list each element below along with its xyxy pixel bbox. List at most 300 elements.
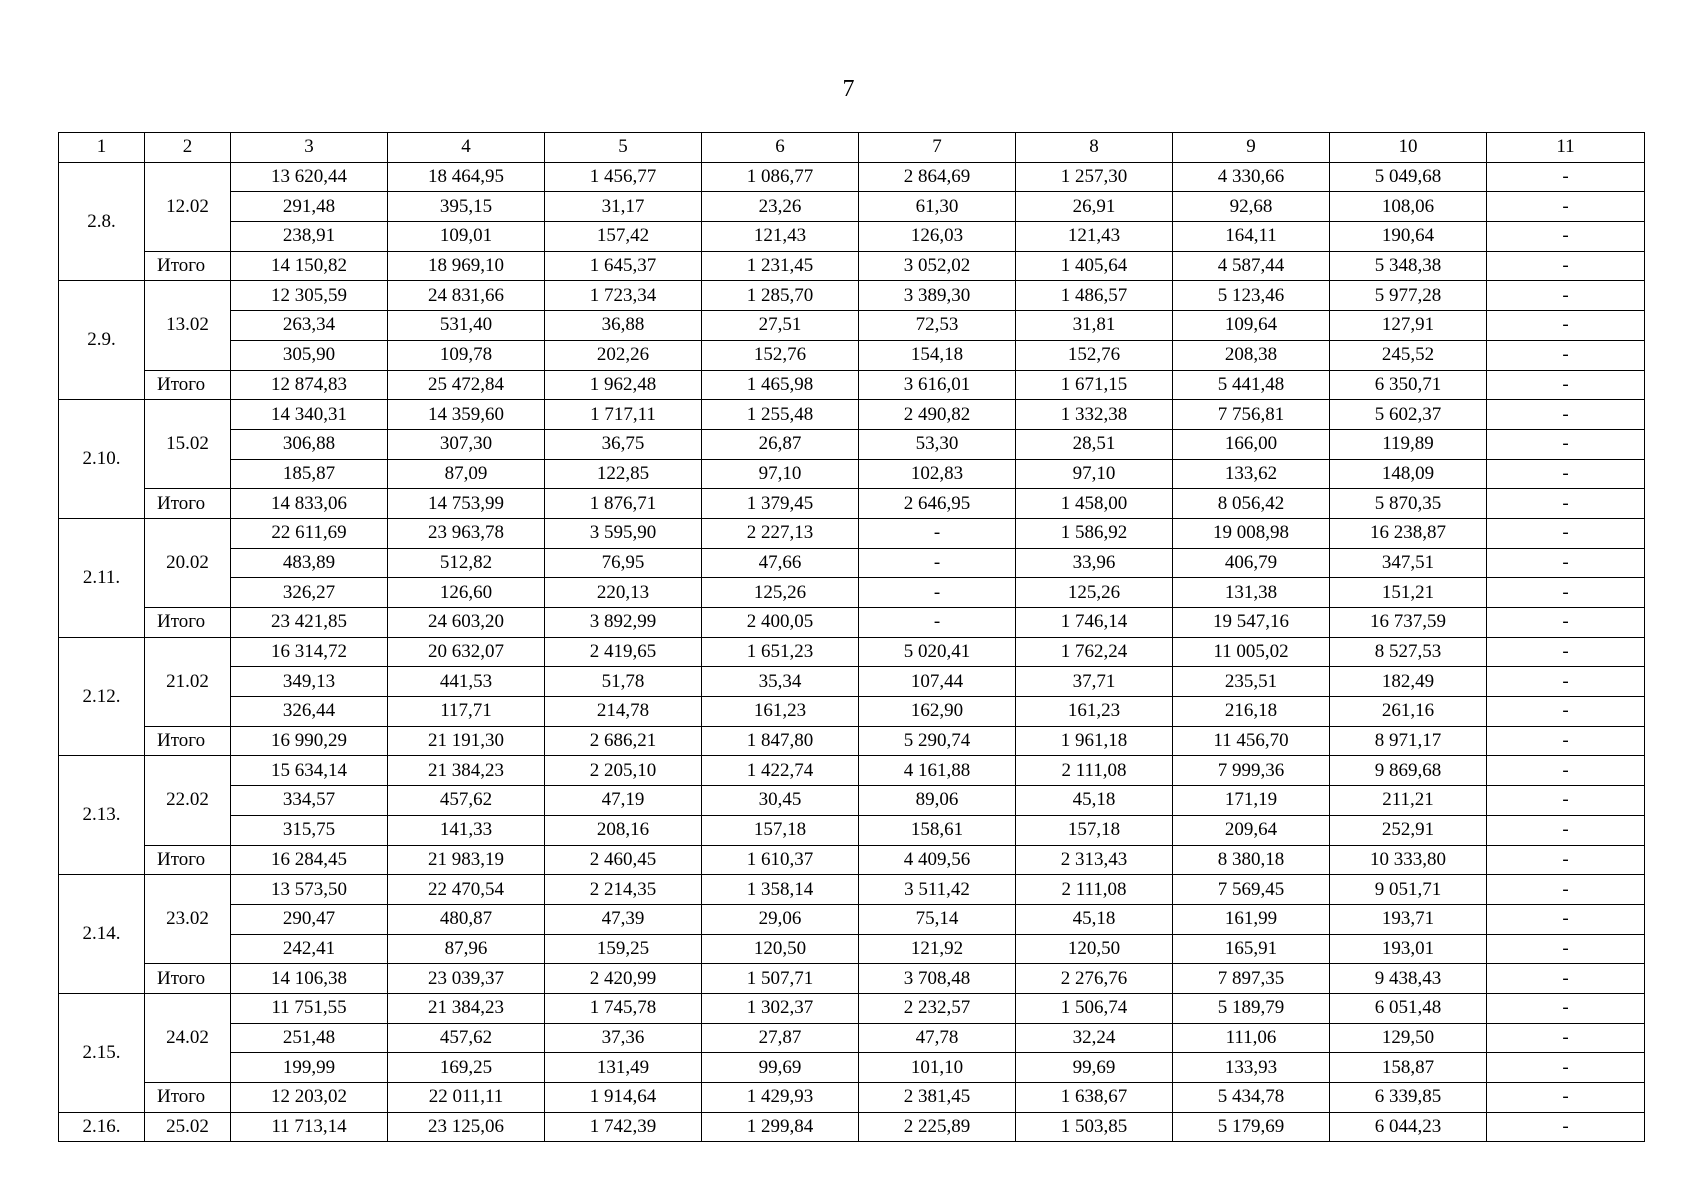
value-cell: 3 389,30 [859, 281, 1016, 311]
table-row [59, 697, 1645, 727]
value-cell: 27,87 [702, 1023, 859, 1053]
value-cell: 6 339,85 [1330, 1083, 1487, 1113]
value-cell: 235,51 [1173, 667, 1330, 697]
value-cell: - [1487, 281, 1645, 311]
value-cell: 1 503,85 [1016, 1112, 1173, 1142]
item-number-cell: 2.10. [59, 400, 145, 519]
value-cell: - [1487, 875, 1645, 905]
table-row [59, 875, 1645, 905]
value-cell: 483,89 [231, 548, 388, 578]
value-cell: 16 238,87 [1330, 518, 1487, 548]
value-cell: 457,62 [388, 1023, 545, 1053]
value-cell: 305,90 [231, 340, 388, 370]
value-cell: 171,19 [1173, 786, 1330, 816]
item-number-cell: 2.15. [59, 993, 145, 1112]
value-cell: 126,03 [859, 222, 1016, 252]
value-cell: - [1487, 429, 1645, 459]
value-cell: 2 232,57 [859, 993, 1016, 1023]
value-cell: - [1487, 964, 1645, 994]
value-cell: - [1487, 1083, 1645, 1113]
value-cell: 1 671,15 [1016, 370, 1173, 400]
table-row [59, 815, 1645, 845]
value-cell: 31,17 [545, 192, 702, 222]
table-row [59, 756, 1645, 786]
value-cell: 125,26 [1016, 578, 1173, 608]
value-cell: 23 039,37 [388, 964, 545, 994]
value-cell: 18 969,10 [388, 251, 545, 281]
value-cell: - [1487, 756, 1645, 786]
total-row [59, 726, 1645, 756]
column-header: 7 [859, 133, 1016, 163]
value-cell: 30,45 [702, 786, 859, 816]
date-code-cell: 15.02 [145, 400, 231, 489]
value-cell: 125,26 [702, 578, 859, 608]
value-cell: 1 876,71 [545, 489, 702, 519]
value-cell: 326,27 [231, 578, 388, 608]
value-cell: 1 762,24 [1016, 637, 1173, 667]
value-cell: 126,60 [388, 578, 545, 608]
value-cell: 1 847,80 [702, 726, 859, 756]
total-row [59, 370, 1645, 400]
value-cell: 1 231,45 [702, 251, 859, 281]
value-cell: 47,19 [545, 786, 702, 816]
value-cell: - [1487, 370, 1645, 400]
value-cell: 2 646,95 [859, 489, 1016, 519]
value-cell: 161,99 [1173, 904, 1330, 934]
value-cell: 51,78 [545, 667, 702, 697]
value-cell: - [1487, 993, 1645, 1023]
value-cell: 1 257,30 [1016, 162, 1173, 192]
item-number-cell: 2.11. [59, 518, 145, 637]
value-cell: 161,23 [702, 697, 859, 727]
value-cell: 3 052,02 [859, 251, 1016, 281]
column-header: 5 [545, 133, 702, 163]
value-cell: 1 507,71 [702, 964, 859, 994]
value-cell: 5 179,69 [1173, 1112, 1330, 1142]
table-row [59, 667, 1645, 697]
value-cell: 214,78 [545, 697, 702, 727]
header-row [59, 133, 1645, 163]
table-row [59, 400, 1645, 430]
value-cell: 6 051,48 [1330, 993, 1487, 1023]
value-cell: 11 005,02 [1173, 637, 1330, 667]
value-cell: 14 150,82 [231, 251, 388, 281]
value-cell: - [859, 548, 1016, 578]
item-number-cell: 2.14. [59, 875, 145, 994]
value-cell: 21 983,19 [388, 845, 545, 875]
value-cell: 5 434,78 [1173, 1083, 1330, 1113]
value-cell: 395,15 [388, 192, 545, 222]
value-cell: 2 225,89 [859, 1112, 1016, 1142]
value-cell: 21 384,23 [388, 993, 545, 1023]
value-cell: - [1487, 518, 1645, 548]
value-cell: 220,13 [545, 578, 702, 608]
value-cell: 1 302,37 [702, 993, 859, 1023]
value-cell: 99,69 [1016, 1053, 1173, 1083]
table-row [59, 637, 1645, 667]
item-number-cell: 2.13. [59, 756, 145, 875]
value-cell: 26,87 [702, 429, 859, 459]
item-number-cell: 2.16. [59, 1112, 145, 1142]
value-cell: 406,79 [1173, 548, 1330, 578]
value-cell: 133,62 [1173, 459, 1330, 489]
value-cell: - [1487, 251, 1645, 281]
value-cell: 209,64 [1173, 815, 1330, 845]
value-cell: 14 753,99 [388, 489, 545, 519]
value-cell: 2 313,43 [1016, 845, 1173, 875]
value-cell: 23,26 [702, 192, 859, 222]
value-cell: 45,18 [1016, 904, 1173, 934]
value-cell: 164,11 [1173, 222, 1330, 252]
value-cell: 9 438,43 [1330, 964, 1487, 994]
value-cell: 2 205,10 [545, 756, 702, 786]
value-cell: 4 409,56 [859, 845, 1016, 875]
value-cell: 1 405,64 [1016, 251, 1173, 281]
value-cell: 29,06 [702, 904, 859, 934]
value-cell: 75,14 [859, 904, 1016, 934]
value-cell: 252,91 [1330, 815, 1487, 845]
value-cell: 152,76 [1016, 340, 1173, 370]
total-label-cell: Итого [145, 726, 231, 756]
value-cell: 211,21 [1330, 786, 1487, 816]
value-cell: 3 511,42 [859, 875, 1016, 905]
value-cell: 1 422,74 [702, 756, 859, 786]
item-number-cell: 2.9. [59, 281, 145, 400]
value-cell: 1 610,37 [702, 845, 859, 875]
value-cell: 109,64 [1173, 311, 1330, 341]
value-cell: 72,53 [859, 311, 1016, 341]
value-cell: - [1487, 608, 1645, 638]
value-cell: 20 632,07 [388, 637, 545, 667]
value-cell: 5 290,74 [859, 726, 1016, 756]
value-cell: 161,23 [1016, 697, 1173, 727]
value-cell: 1 914,64 [545, 1083, 702, 1113]
value-cell: 1 255,48 [702, 400, 859, 430]
value-cell: 157,18 [1016, 815, 1173, 845]
value-cell: 2 400,05 [702, 608, 859, 638]
value-cell: 182,49 [1330, 667, 1487, 697]
value-cell: 307,30 [388, 429, 545, 459]
table-row [59, 192, 1645, 222]
value-cell: 2 111,08 [1016, 875, 1173, 905]
value-cell: - [1487, 815, 1645, 845]
table-row [59, 548, 1645, 578]
value-cell: 117,71 [388, 697, 545, 727]
value-cell: 3 595,90 [545, 518, 702, 548]
value-cell: 5 123,46 [1173, 281, 1330, 311]
date-code-cell: 25.02 [145, 1112, 231, 1142]
value-cell: 11 456,70 [1173, 726, 1330, 756]
value-cell: 4 587,44 [1173, 251, 1330, 281]
value-cell: 8 971,17 [1330, 726, 1487, 756]
value-cell: 131,38 [1173, 578, 1330, 608]
value-cell: - [1487, 192, 1645, 222]
value-cell: 1 961,18 [1016, 726, 1173, 756]
value-cell: 101,10 [859, 1053, 1016, 1083]
value-cell: - [1487, 904, 1645, 934]
value-cell: 23 421,85 [231, 608, 388, 638]
value-cell: 5 977,28 [1330, 281, 1487, 311]
value-cell: - [1487, 311, 1645, 341]
value-cell: 19 547,16 [1173, 608, 1330, 638]
value-cell: 11 751,55 [231, 993, 388, 1023]
value-cell: 97,10 [1016, 459, 1173, 489]
column-header: 2 [145, 133, 231, 163]
value-cell: 480,87 [388, 904, 545, 934]
value-cell: 111,06 [1173, 1023, 1330, 1053]
value-cell: 2 460,45 [545, 845, 702, 875]
value-cell: 23 963,78 [388, 518, 545, 548]
value-cell: 251,48 [231, 1023, 388, 1053]
value-cell: 14 340,31 [231, 400, 388, 430]
value-cell: 107,44 [859, 667, 1016, 697]
date-code-cell: 23.02 [145, 875, 231, 964]
value-cell: 16 990,29 [231, 726, 388, 756]
value-cell: 8 056,42 [1173, 489, 1330, 519]
value-cell: 2 419,65 [545, 637, 702, 667]
value-cell: 157,42 [545, 222, 702, 252]
table-row [59, 459, 1645, 489]
value-cell: 349,13 [231, 667, 388, 697]
value-cell: 193,71 [1330, 904, 1487, 934]
value-cell: 4 330,66 [1173, 162, 1330, 192]
value-cell: 121,43 [1016, 222, 1173, 252]
value-cell: 131,49 [545, 1053, 702, 1083]
value-cell: - [1487, 726, 1645, 756]
value-cell: 2 111,08 [1016, 756, 1173, 786]
value-cell: - [1487, 578, 1645, 608]
column-header: 3 [231, 133, 388, 163]
value-cell: 87,96 [388, 934, 545, 964]
column-header: 4 [388, 133, 545, 163]
value-cell: 5 020,41 [859, 637, 1016, 667]
value-cell: 199,99 [231, 1053, 388, 1083]
value-cell: 1 746,14 [1016, 608, 1173, 638]
value-cell: 2 276,76 [1016, 964, 1173, 994]
total-label-cell: Итого [145, 251, 231, 281]
value-cell: 61,30 [859, 192, 1016, 222]
value-cell: 127,91 [1330, 311, 1487, 341]
value-cell: 133,93 [1173, 1053, 1330, 1083]
value-cell: 291,48 [231, 192, 388, 222]
value-cell: 23 125,06 [388, 1112, 545, 1142]
value-cell: - [1487, 637, 1645, 667]
value-cell: 14 106,38 [231, 964, 388, 994]
value-cell: - [1487, 548, 1645, 578]
value-cell: 45,18 [1016, 786, 1173, 816]
total-label-cell: Итого [145, 489, 231, 519]
date-code-cell: 20.02 [145, 518, 231, 607]
value-cell: 11 713,14 [231, 1112, 388, 1142]
value-cell: 13 620,44 [231, 162, 388, 192]
item-number-cell: 2.8. [59, 162, 145, 281]
value-cell: 1 651,23 [702, 637, 859, 667]
value-cell: - [1487, 1112, 1645, 1142]
total-label-cell: Итого [145, 845, 231, 875]
table-row [59, 281, 1645, 311]
value-cell: 1 429,93 [702, 1083, 859, 1113]
value-cell: - [1487, 697, 1645, 727]
date-code-cell: 22.02 [145, 756, 231, 845]
table-row [59, 222, 1645, 252]
value-cell: 2 381,45 [859, 1083, 1016, 1113]
table-row [59, 1053, 1645, 1083]
value-cell: 99,69 [702, 1053, 859, 1083]
value-cell: 326,44 [231, 697, 388, 727]
value-cell: 24 831,66 [388, 281, 545, 311]
date-code-cell: 13.02 [145, 281, 231, 370]
value-cell: 13 573,50 [231, 875, 388, 905]
table-row [59, 1112, 1645, 1142]
value-cell: 24 603,20 [388, 608, 545, 638]
value-cell: 2 227,13 [702, 518, 859, 548]
value-cell: 26,91 [1016, 192, 1173, 222]
value-cell: 152,76 [702, 340, 859, 370]
value-cell: 37,71 [1016, 667, 1173, 697]
value-cell: 1 717,11 [545, 400, 702, 430]
value-cell: 28,51 [1016, 429, 1173, 459]
total-label-cell: Итого [145, 1083, 231, 1113]
column-header: 1 [59, 133, 145, 163]
value-cell: 12 305,59 [231, 281, 388, 311]
column-header: 10 [1330, 133, 1487, 163]
value-cell: 5 189,79 [1173, 993, 1330, 1023]
table-row [59, 993, 1645, 1023]
value-cell: 157,18 [702, 815, 859, 845]
value-cell: 102,83 [859, 459, 1016, 489]
value-cell: 9 051,71 [1330, 875, 1487, 905]
value-cell: - [859, 518, 1016, 548]
value-cell: 53,30 [859, 429, 1016, 459]
value-cell: 14 833,06 [231, 489, 388, 519]
table-row [59, 904, 1645, 934]
page-number: 7 [842, 76, 855, 102]
value-cell: 334,57 [231, 786, 388, 816]
value-cell: 5 348,38 [1330, 251, 1487, 281]
value-cell: 261,16 [1330, 697, 1487, 727]
value-cell: 5 870,35 [1330, 489, 1487, 519]
value-cell: 7 569,45 [1173, 875, 1330, 905]
value-cell: - [1487, 786, 1645, 816]
value-cell: 15 634,14 [231, 756, 388, 786]
value-cell: - [1487, 222, 1645, 252]
date-code-cell: 24.02 [145, 993, 231, 1082]
value-cell: - [859, 608, 1016, 638]
value-cell: 22 011,11 [388, 1083, 545, 1113]
value-cell: 290,47 [231, 904, 388, 934]
total-row [59, 251, 1645, 281]
value-cell: - [1487, 1023, 1645, 1053]
table-row [59, 311, 1645, 341]
value-cell: 33,96 [1016, 548, 1173, 578]
value-cell: 47,78 [859, 1023, 1016, 1053]
value-cell: 19 008,98 [1173, 518, 1330, 548]
value-cell: 47,39 [545, 904, 702, 934]
value-cell: 457,62 [388, 786, 545, 816]
value-cell: 109,01 [388, 222, 545, 252]
value-cell: 165,91 [1173, 934, 1330, 964]
value-cell: 122,85 [545, 459, 702, 489]
value-cell: 7 897,35 [1173, 964, 1330, 994]
value-cell: 121,92 [859, 934, 1016, 964]
value-cell: 193,01 [1330, 934, 1487, 964]
value-cell: 7 999,36 [1173, 756, 1330, 786]
value-cell: 315,75 [231, 815, 388, 845]
value-cell: 531,40 [388, 311, 545, 341]
value-cell: 120,50 [1016, 934, 1173, 964]
table-row [59, 518, 1645, 548]
value-cell: 25 472,84 [388, 370, 545, 400]
value-cell: 2 420,99 [545, 964, 702, 994]
item-number-cell: 2.12. [59, 637, 145, 756]
value-cell: 242,41 [231, 934, 388, 964]
value-cell: 3 892,99 [545, 608, 702, 638]
value-cell: 16 737,59 [1330, 608, 1487, 638]
value-cell: 2 686,21 [545, 726, 702, 756]
date-code-cell: 12.02 [145, 162, 231, 251]
total-row [59, 1083, 1645, 1113]
value-cell: - [1487, 1053, 1645, 1083]
data-table [58, 132, 1645, 1142]
value-cell: - [1487, 934, 1645, 964]
value-cell: 8 380,18 [1173, 845, 1330, 875]
value-cell: 1 358,14 [702, 875, 859, 905]
table-row [59, 340, 1645, 370]
value-cell: 16 314,72 [231, 637, 388, 667]
total-row [59, 845, 1645, 875]
value-cell: 169,25 [388, 1053, 545, 1083]
value-cell: 216,18 [1173, 697, 1330, 727]
value-cell: 151,21 [1330, 578, 1487, 608]
column-header: 9 [1173, 133, 1330, 163]
value-cell: 27,51 [702, 311, 859, 341]
value-cell: 166,00 [1173, 429, 1330, 459]
value-cell: 109,78 [388, 340, 545, 370]
value-cell: 5 441,48 [1173, 370, 1330, 400]
value-cell: 158,61 [859, 815, 1016, 845]
value-cell: 1 379,45 [702, 489, 859, 519]
total-label-cell: Итого [145, 964, 231, 994]
value-cell: 1 723,34 [545, 281, 702, 311]
value-cell: 141,33 [388, 815, 545, 845]
value-cell: 36,88 [545, 311, 702, 341]
value-cell: 1 638,67 [1016, 1083, 1173, 1113]
value-cell: - [859, 578, 1016, 608]
value-cell: 35,34 [702, 667, 859, 697]
value-cell: 154,18 [859, 340, 1016, 370]
table-row [59, 162, 1645, 192]
value-cell: 32,24 [1016, 1023, 1173, 1053]
value-cell: - [1487, 340, 1645, 370]
value-cell: 2 214,35 [545, 875, 702, 905]
value-cell: - [1487, 667, 1645, 697]
value-cell: 119,89 [1330, 429, 1487, 459]
value-cell: 263,34 [231, 311, 388, 341]
value-cell: 1 332,38 [1016, 400, 1173, 430]
value-cell: 208,38 [1173, 340, 1330, 370]
value-cell: 89,06 [859, 786, 1016, 816]
total-label-cell: Итого [145, 608, 231, 638]
value-cell: 159,25 [545, 934, 702, 964]
value-cell: 1 586,92 [1016, 518, 1173, 548]
value-cell: - [1487, 845, 1645, 875]
value-cell: 1 745,78 [545, 993, 702, 1023]
value-cell: - [1487, 459, 1645, 489]
value-cell: 3 616,01 [859, 370, 1016, 400]
value-cell: 31,81 [1016, 311, 1173, 341]
value-cell: 1 645,37 [545, 251, 702, 281]
value-cell: 347,51 [1330, 548, 1487, 578]
